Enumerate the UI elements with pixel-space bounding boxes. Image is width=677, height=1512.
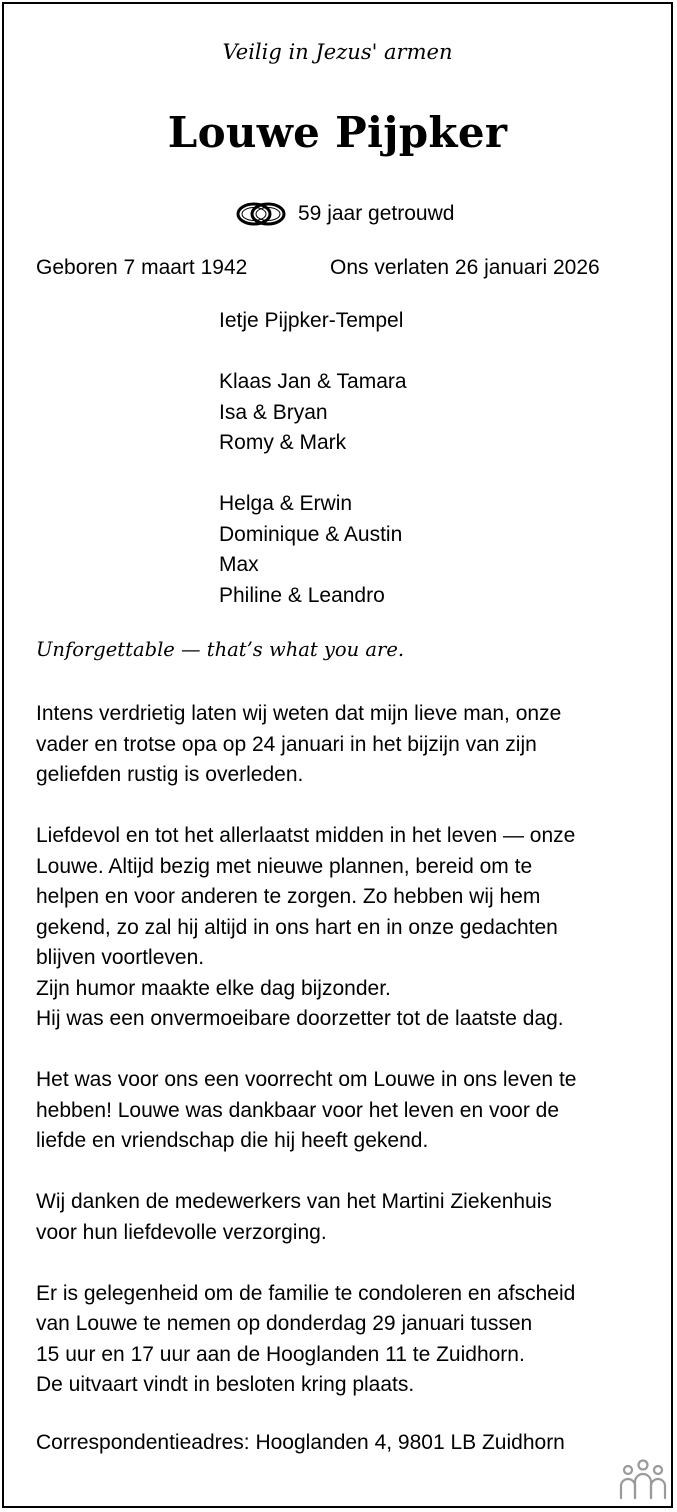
- text-line: Hij was een onvermoeibare doorzetter tot de laatste dag.: [36, 1007, 564, 1030]
- text-line: Wij danken de medewerkers van het Martini Ziekenhuis: [36, 1190, 552, 1213]
- text-line: Het was voor ons een voorrecht om Louwe in ons leven te: [36, 1068, 577, 1091]
- text-line: Liefdevol en tot het allerlaatst midden in het leven — onze: [36, 824, 576, 847]
- text-line: vader en trotse opa op 24 januari in het bijzijn van zijn: [36, 732, 537, 756]
- family-member: Klaas Jan & Tamara: [219, 370, 407, 393]
- text-line: gekend, zo zal hij altijd in ons hart en in onze gedachten: [36, 915, 558, 939]
- paragraph: [36, 699, 656, 791]
- family-group-1: [219, 367, 407, 459]
- deceased-name: Louwe Pijpker: [167, 108, 508, 157]
- text-line: De uitvaart vindt in besloten kring plaats.: [36, 1373, 415, 1396]
- quote: Unforgettable — that’s what you are.: [36, 638, 405, 661]
- obituary-card: [2, 2, 673, 1508]
- text-line: 15 uur en 17 uur aan de Hooglanden 11 te Zuidhorn.: [36, 1342, 525, 1366]
- paragraph: [36, 1187, 656, 1248]
- text-line: voor hun liefdevolle verzorging.: [36, 1220, 327, 1244]
- text-line: Er is gelegenheid om de familie te condoleren en afscheid: [36, 1281, 576, 1305]
- announcement-text: [36, 699, 656, 1431]
- family-group-2: [219, 489, 407, 611]
- family-group-spouse: [219, 306, 407, 337]
- wedding-rings-icon: [232, 199, 290, 229]
- family-member: Dominique & Austin: [219, 522, 403, 546]
- people-group-icon: [618, 1456, 668, 1502]
- family-member: Helga & Erwin: [219, 492, 353, 515]
- family-member: Ietje Pijpker-Tempel: [219, 309, 404, 332]
- family-member: Romy & Mark: [219, 431, 347, 454]
- married-duration: [232, 198, 454, 230]
- paragraph: [36, 821, 656, 1035]
- text-line: liefde en vriendschap die hij heeft gekend.: [36, 1129, 429, 1152]
- married-text: 59 jaar getrouwd: [298, 202, 455, 225]
- death-date: Ons verlaten 26 januari 2026: [330, 256, 600, 279]
- family-member: Isa & Bryan: [219, 400, 328, 424]
- text-line: helpen en voor anderen te zorgen. Zo hebben wij hem: [36, 885, 541, 908]
- family-list: [219, 306, 407, 611]
- birth-date: Geboren 7 maart 1942: [36, 256, 248, 279]
- text-line: geliefden rustig is overleden.: [36, 763, 304, 786]
- text-line: blijven voortleven.: [36, 946, 205, 969]
- text-line: Intens verdrietig laten wij weten dat mijn lieve man, onze: [36, 702, 562, 725]
- family-member: Philine & Leandro: [219, 583, 385, 607]
- family-member: Max: [219, 553, 259, 576]
- text-line: Zijn humor maakte elke dag bijzonder.: [36, 976, 391, 1000]
- motto: Veilig in Jezus' armen: [222, 40, 453, 64]
- text-line: van Louwe te nemen op donderdag 29 januari tussen: [36, 1312, 533, 1335]
- paragraph: [36, 1279, 656, 1401]
- paragraph: [36, 1065, 656, 1157]
- text-line: Louwe. Altijd bezig met nieuwe plannen, bereid om te: [36, 854, 533, 878]
- correspondence-address: Correspondentieadres: Hooglanden 4, 9801 LB Zuidhorn: [36, 1431, 565, 1454]
- text-line: hebben! Louwe was dankbaar voor het leven en voor de: [36, 1098, 560, 1122]
